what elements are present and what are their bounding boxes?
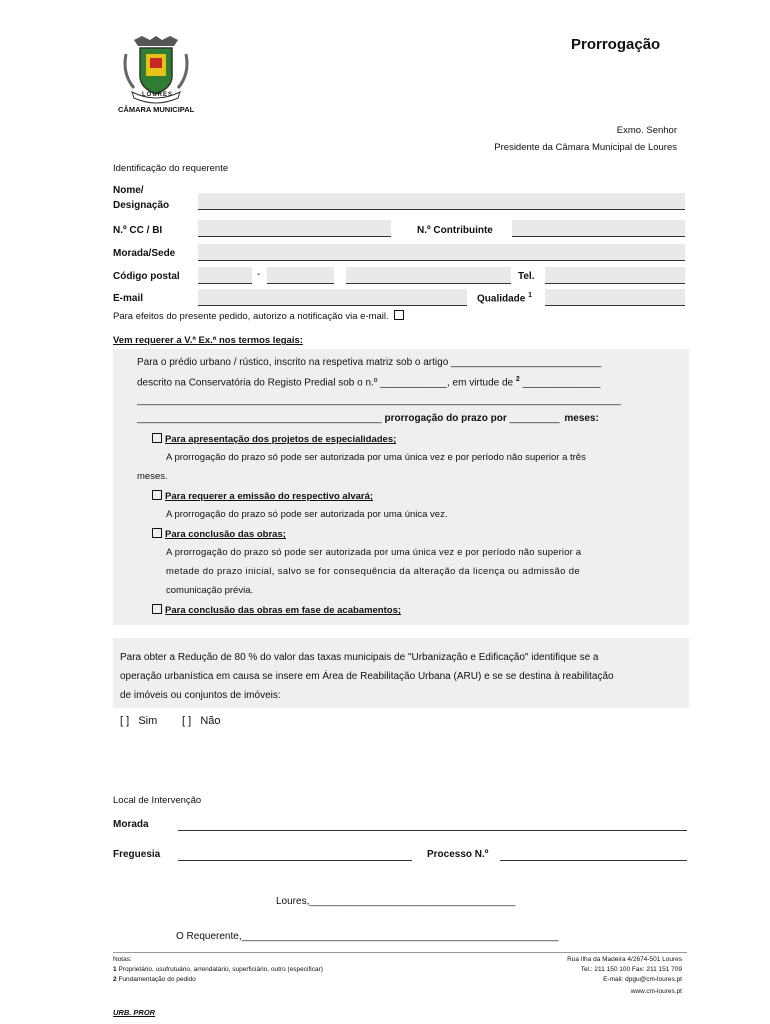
footer-note-1-text: Proprietário, usufrutuário, arrendatário, superficiário, outro (especificar)	[118, 966, 323, 973]
municipal-logo	[116, 34, 196, 114]
email-consent-checkbox[interactable]	[394, 310, 404, 320]
request-line-4-blank: ____________________________________________	[137, 413, 382, 424]
address-label: Morada/Sede	[113, 248, 176, 259]
logo-banner-text: LOURES	[142, 92, 174, 98]
email-consent-text: Para efeitos do presente pedido, autorizo a notificação via e-mail.	[113, 311, 389, 322]
coat-of-arms-icon	[116, 34, 196, 114]
aru-no-option[interactable]: [ ] Não	[182, 715, 221, 727]
option-works-checkbox[interactable]	[152, 528, 162, 538]
option-finishing[interactable]	[152, 604, 401, 616]
option-works-note-2: metade do prazo inicial, salvo se for consequência da alteração da licença ou admissão de	[166, 566, 581, 577]
logo-caption: CÂMARA MUNICIPAL	[118, 105, 195, 114]
name-label-line-2: Designação	[113, 200, 170, 211]
location-address-field[interactable]	[178, 830, 687, 831]
quality-label	[477, 292, 532, 304]
locality-field[interactable]	[346, 267, 511, 284]
request-line-3[interactable]: _______________________________________________________________________________________	[137, 395, 621, 406]
request-line-4[interactable]	[137, 413, 599, 424]
process-number-field[interactable]	[500, 860, 687, 861]
option-permit-label: Para requerer a emissão do respectivo alvará;	[165, 491, 374, 502]
name-field[interactable]	[198, 193, 685, 210]
footer-address-1: Rua Ilha da Madeira 4/2674-501 Loures	[567, 956, 682, 963]
extension-period-label: prorrogação do prazo por	[384, 413, 507, 424]
option-specialties[interactable]	[152, 433, 396, 445]
footer-note-1	[113, 966, 323, 973]
reduction-line-3: de imóveis ou conjuntos de imóveis:	[120, 690, 281, 701]
option-works-label: Para conclusão das obras;	[165, 529, 286, 540]
footer-divider	[113, 952, 687, 953]
option-works-note-3: comunicação prévia.	[166, 585, 254, 596]
footer-note-1-number: 1	[113, 966, 117, 973]
option-works[interactable]	[152, 528, 286, 540]
footer-email[interactable]: E-mail: dpgu@cm-loures.pt	[603, 976, 682, 983]
signature-applicant[interactable]: O Requerente,_________________________________________________________	[176, 931, 559, 942]
identification-section-label: Identificação do requerente	[113, 163, 229, 174]
postal-code-label: Código postal	[113, 271, 180, 282]
request-line-2-blank: ______________	[522, 377, 601, 389]
quality-label-text: Qualidade	[477, 293, 526, 305]
cc-field[interactable]	[198, 220, 391, 237]
reduction-line-2: operação urbanística em causa se insere em Área de Reabilitação Urbana (ARU) e se se destina à reabilitação	[120, 671, 614, 682]
option-specialties-checkbox[interactable]	[152, 433, 162, 443]
option-permit-checkbox[interactable]	[152, 490, 162, 500]
postal-code-part2-field[interactable]	[267, 267, 334, 284]
option-specialties-label: Para apresentação dos projetos de especialidades;	[165, 434, 397, 445]
option-specialties-note: A prorrogação do prazo só pode ser autorizada por uma única vez e por período não superior a três	[166, 452, 586, 463]
footer-note-2	[113, 976, 196, 983]
months-blank: _________	[509, 413, 560, 424]
name-label-line-1: Nome/	[113, 185, 144, 196]
parish-label: Freguesia	[113, 849, 161, 860]
signature-place-date[interactable]: Loures,_____________________________________	[276, 896, 516, 907]
email-label: E-mail	[113, 293, 144, 304]
location-section-label: Local de Intervenção	[113, 795, 202, 806]
footer-note-2-text: Fundamentação do pedido	[118, 976, 196, 983]
request-footnote-ref: 2	[515, 376, 520, 383]
postal-code-part1-field[interactable]	[198, 267, 252, 284]
location-address-label: Morada	[113, 819, 149, 830]
tel-field[interactable]	[545, 267, 685, 284]
request-box	[113, 349, 689, 625]
footer-address-2: Tel.: 211 150 100 Fax: 211 151 709	[580, 966, 682, 973]
address-field[interactable]	[198, 244, 685, 261]
option-finishing-label: Para conclusão das obras em fase de acabamentos;	[165, 605, 402, 616]
quality-field[interactable]	[545, 289, 685, 306]
quality-footnote-ref: 1	[528, 292, 533, 299]
request-line-2-text: descrito na Conservatória do Registo Predial sob o n.º ____________, em virtude de	[137, 377, 514, 389]
footer-notes-title: Notas:	[113, 956, 132, 963]
reduction-line-1: Para obter a Redução de 80 % do valor das taxas municipais de "Urbanização e Edificação" identifique se a	[120, 652, 599, 663]
tel-label: Tel.	[518, 271, 535, 282]
footer-website[interactable]: www.cm-loures.pt	[630, 988, 682, 995]
email-field[interactable]	[198, 289, 467, 306]
request-line-2[interactable]	[137, 376, 600, 388]
request-heading: Vem requerer a V.ª Ex.ª nos termos legais:	[113, 335, 303, 346]
page-title: Prorrogação	[571, 36, 661, 53]
recipient-line-2: Presidente da Câmara Municipal de Loures	[494, 142, 677, 153]
parish-field[interactable]	[178, 860, 412, 861]
postal-code-dash: -	[257, 269, 261, 280]
recipient-line-1: Exmo. Senhor	[616, 125, 677, 136]
nif-label: N.º Contribuinte	[417, 225, 493, 236]
option-works-note-1: A prorrogação do prazo só pode ser autorizada por uma única vez e por período não superior a	[166, 547, 582, 558]
aru-yes-option[interactable]: [ ] Sim	[120, 715, 158, 727]
email-consent	[113, 310, 407, 322]
form-code: URB. PROR	[113, 1008, 156, 1017]
option-permit-note: A prorrogação do prazo só pode ser autorizada por uma única vez.	[166, 509, 448, 520]
request-line-1[interactable]: Para o prédio urbano / rústico, inscrito na respetiva matriz sob o artigo ___________________________	[137, 357, 602, 368]
option-permit[interactable]	[152, 490, 373, 502]
option-specialties-note-cont: meses.	[137, 471, 168, 482]
option-finishing-checkbox[interactable]	[152, 604, 162, 614]
footer-note-2-number: 2	[113, 976, 117, 983]
nif-field[interactable]	[512, 220, 685, 237]
name-label	[113, 183, 169, 213]
months-label: meses:	[564, 413, 599, 424]
cc-label: N.º CC / BI	[113, 225, 163, 236]
process-number-label: Processo N.º	[427, 849, 489, 860]
